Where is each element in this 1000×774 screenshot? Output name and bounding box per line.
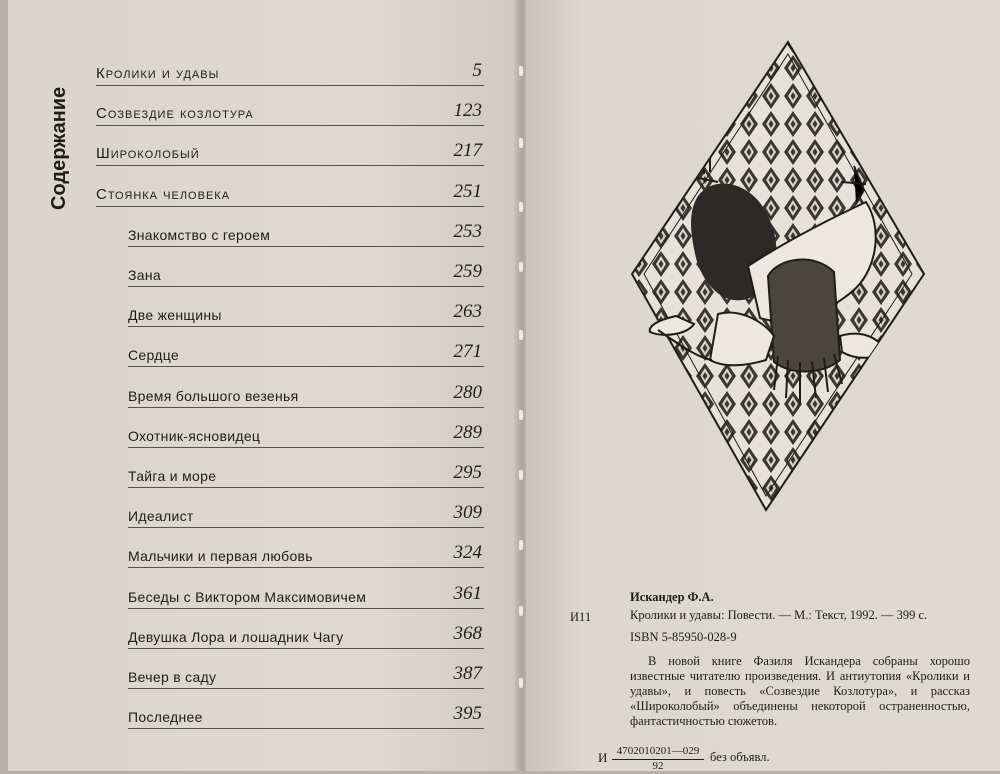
binding-stitch bbox=[519, 66, 523, 76]
toc-entry-title: Кролики и удавы bbox=[96, 65, 220, 82]
toc-entry-title: Последнее bbox=[128, 709, 203, 726]
toc-entry bbox=[128, 219, 484, 247]
toc-entry-title: Тайга и море bbox=[128, 468, 217, 484]
toc-entry bbox=[128, 661, 484, 689]
toc-entry-page: 253 bbox=[453, 220, 482, 242]
toc-entry bbox=[96, 138, 484, 166]
toc-entry-title: Идеалист bbox=[128, 508, 194, 525]
toc-entry-page: 387 bbox=[453, 663, 482, 684]
toc-entry-title: Девушка Лора и лошадник Чагу bbox=[128, 628, 344, 645]
toc-entry bbox=[128, 380, 484, 408]
index-letter: И bbox=[598, 750, 608, 765]
toc-entry bbox=[128, 460, 484, 488]
toc-entry bbox=[128, 701, 484, 729]
toc-entry-page: 217 bbox=[453, 140, 482, 162]
toc-entry-title: Сердце bbox=[128, 347, 179, 364]
binding-stitch bbox=[519, 540, 523, 550]
binding-stitch bbox=[519, 470, 523, 480]
toc-entry bbox=[128, 339, 484, 367]
imprint-abstract: В новой книге Фазиля Искандера собраны хорошо известные читателю произведения. И антиутопия «Кролики и удавы», и повесть «Созвездие Козлотура», и рассказ «Широколобый» объединены некоторой остраненностью, фантастичностью сюжетов. bbox=[630, 654, 970, 728]
toc-entry-page: 280 bbox=[453, 381, 482, 403]
toc-entry-title: Знакомство с героем bbox=[128, 226, 271, 243]
toc-entry-title: Две женщины bbox=[128, 307, 222, 324]
toc-entry bbox=[128, 420, 484, 448]
toc-entry-page: 324 bbox=[453, 542, 482, 564]
toc-entry-page: 123 bbox=[453, 100, 482, 122]
toc-entry-page: 5 bbox=[472, 60, 482, 81]
binding-stitch bbox=[519, 138, 523, 148]
toc-entry-page: 289 bbox=[453, 421, 482, 443]
toc-entry-page: 251 bbox=[453, 180, 482, 202]
binding-stitch bbox=[519, 606, 523, 616]
toc-entry-title: Созвездие козлотура bbox=[96, 105, 254, 123]
toc-entry bbox=[128, 621, 484, 649]
toc-entry-page: 368 bbox=[453, 622, 482, 644]
toc-entry bbox=[128, 259, 484, 287]
toc-entry-page: 395 bbox=[453, 703, 482, 725]
contents-heading-text: Содержание bbox=[48, 86, 70, 210]
toc-entry-title: Время большого везенья bbox=[128, 387, 299, 404]
toc-entry-title: Охотник-ясновидец bbox=[128, 427, 261, 444]
toc-entry bbox=[96, 58, 484, 86]
toc-entry-title: Беседы с Виктором Максимовичем bbox=[128, 588, 367, 605]
index-denominator: 92 bbox=[652, 760, 664, 772]
binding-stitch bbox=[519, 410, 523, 420]
toc-entry bbox=[128, 581, 484, 609]
publication-index bbox=[598, 744, 798, 774]
binding-stitch bbox=[519, 678, 523, 688]
toc-entry-title: Зана bbox=[128, 267, 161, 283]
toc-entry bbox=[128, 540, 484, 568]
toc-entry-page: 271 bbox=[453, 341, 482, 363]
toc-entry-page: 361 bbox=[453, 582, 482, 604]
binding-stitch bbox=[519, 202, 523, 212]
toc-entry-page: 295 bbox=[453, 462, 482, 483]
index-note: без объявл. bbox=[710, 750, 770, 764]
toc-entry-page: 309 bbox=[453, 502, 482, 524]
library-code: И11 bbox=[570, 610, 592, 624]
imprint-isbn: ISBN 5-85950-028-9 bbox=[630, 630, 737, 644]
toc-entry bbox=[128, 299, 484, 327]
toc-entry-title: Стоянка человека bbox=[96, 185, 231, 203]
toc-entry bbox=[128, 500, 484, 528]
toc-entry bbox=[96, 98, 484, 126]
imprint-title: Кролики и удавы: Повести. — М.: Текст, 1992. — 399 с. bbox=[630, 608, 928, 622]
binding-stitch bbox=[519, 330, 523, 340]
toc-entry-page: 263 bbox=[453, 301, 482, 323]
toc-entry bbox=[96, 179, 484, 207]
toc-entry-page: 259 bbox=[453, 261, 482, 282]
toc-entry-title: Мальчики и первая любовь bbox=[128, 548, 313, 565]
imprint-author: Искандер Ф.А. bbox=[630, 590, 714, 604]
binding-stitch bbox=[519, 262, 523, 272]
toc-entry-title: Широколобый bbox=[96, 145, 200, 163]
contents-heading bbox=[48, 60, 74, 210]
index-numerator: 4702010201—029 bbox=[612, 744, 704, 760]
toc-entry-title: Вечер в саду bbox=[128, 669, 217, 685]
harlequin-diamond-illustration bbox=[628, 26, 930, 516]
